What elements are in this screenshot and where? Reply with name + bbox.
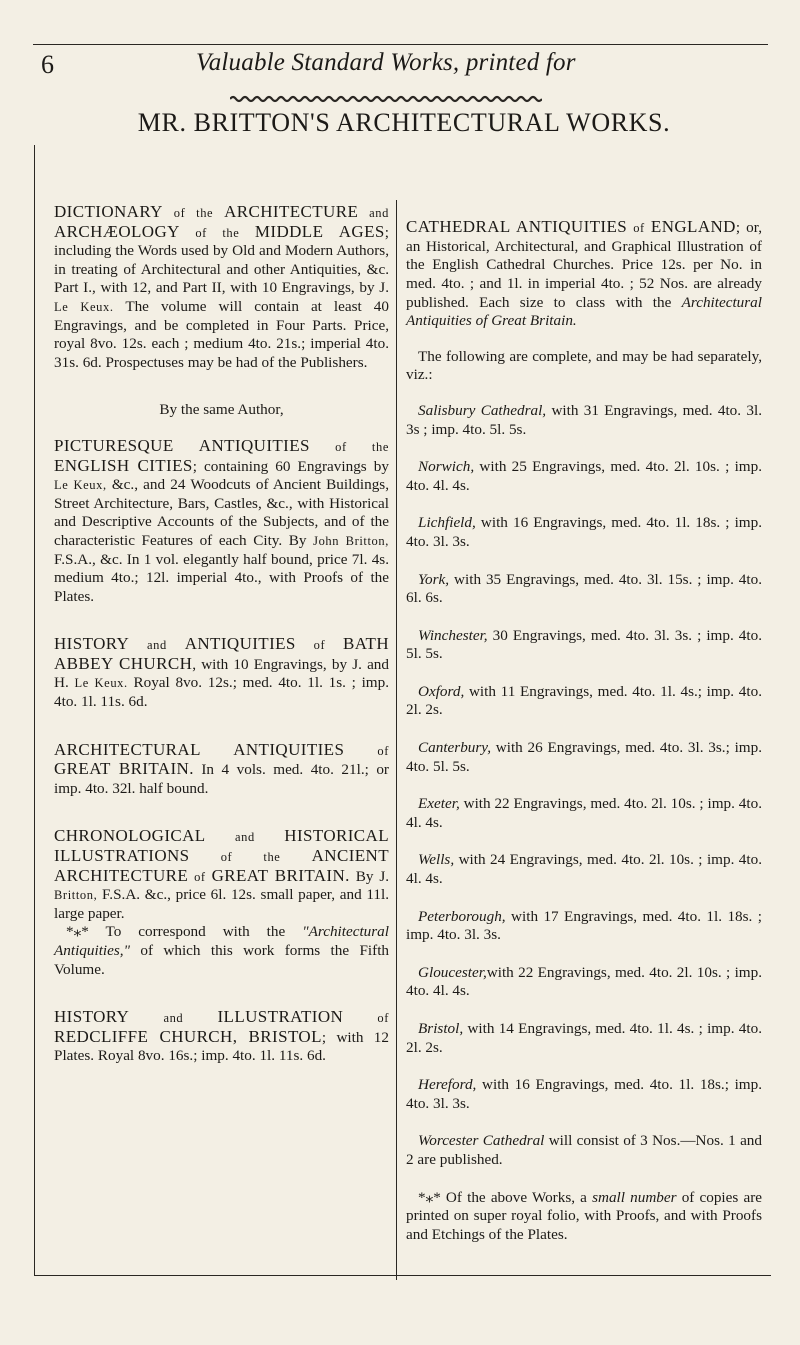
list-item <box>406 683 762 720</box>
entry-body: F.S.A. &c., price 6l. 12s. small paper, and 11l. large paper. <box>54 886 390 922</box>
closing-note <box>406 1189 762 1245</box>
cathedral-name: Lichfield, <box>418 514 476 532</box>
author-name: Le Keux, <box>54 478 107 493</box>
entry-body: ; containing 60 Engravings by <box>192 457 389 475</box>
cathedral-detail: with 31 Engravings, med. 4to. 3l. 3s ; imp. 4to. 5l. 5s. <box>406 401 762 438</box>
author-name: Le Keux. <box>74 676 128 691</box>
cathedral-name: Hereford, <box>418 1076 477 1094</box>
cathedral-name: Oxford, <box>418 682 465 700</box>
list-item <box>406 514 762 551</box>
entry-body: By J. <box>355 867 390 885</box>
entry-dictionary <box>54 203 389 372</box>
entry-heading: HISTORY <box>54 1007 130 1027</box>
list-item <box>406 1076 762 1113</box>
heading-connector: of <box>633 221 645 236</box>
list-item <box>406 964 762 1001</box>
list-item <box>406 739 762 776</box>
heading-connector: of the <box>173 206 214 220</box>
top-rule <box>33 44 768 45</box>
cathedral-detail: with 14 Engravings, med. 4to. 1l. 4s. ; imp. 4to. 2l. 2s. <box>406 1020 762 1056</box>
heading-connector: of the <box>195 225 240 240</box>
cathedral-detail: will consist of 3 Nos.—Nos. 1 and 2 are published. <box>406 1132 762 1168</box>
cathedral-detail: with 16 Engravings, med. 4to. 1l. 18s.; imp. 4to. 3l. 3s. <box>406 1076 762 1112</box>
cathedral-detail: with 35 Engravings, med. 4to. 3l. 15s. ; imp. 4to. 6l. 6s. <box>406 570 763 607</box>
cathedral-name: Bristol, <box>418 1020 464 1037</box>
note-text: *⁎* To correspond with the <box>66 923 286 941</box>
entry-heading: DICTIONARY <box>54 202 163 221</box>
cathedral-name: Norwich, <box>418 458 475 476</box>
cathedral-list <box>406 402 762 1170</box>
list-item <box>406 458 762 495</box>
list-item <box>406 908 762 945</box>
section-title: MR. BRITTON'S ARCHITECTURAL WORKS. <box>137 108 671 137</box>
cathedral-name: Canterbury, <box>418 739 491 757</box>
entry-chronological-illustrations <box>54 827 389 979</box>
entry-body: ; or, an Historical, Architectural, and Graphical Illustration of the English Cathedral Churches. Price 12s. per No. in med. 4to. ; and 1l. in imperial 4to. ; 52 Nos. are already published. Each size to class with the <box>406 219 762 311</box>
cathedral-name: York, <box>418 570 450 588</box>
list-item <box>406 1132 762 1169</box>
note-text: of which this work forms the Fifth Volume. <box>54 942 390 978</box>
entry-body: , with 10 Engravings, by J. and H. <box>54 655 389 692</box>
cathedral-detail: with 16 Engravings, med. 4to. 1l. 18s. ; imp. 4to. 3l. 3s. <box>406 514 762 550</box>
cathedral-detail: with 25 Engravings, med. 4to. 2l. 10s. ; imp. 4to. 4l. 4s. <box>406 458 763 494</box>
entry-redcliffe-church <box>54 1008 389 1066</box>
list-item <box>406 402 762 439</box>
entry-bath-abbey <box>54 635 389 711</box>
cathedral-name: Exeter, <box>418 795 460 813</box>
entry-body: &c., and 24 Woodcuts of Ancient Buildings, Street Architecture, Bars, Castles, &c., with Historical and Descriptive Accounts of the Subjects, and of the characteristic Features of each City. By <box>54 476 389 549</box>
heading-part: ENGLAND <box>650 217 736 237</box>
entry-cathedral-antiquities <box>406 218 762 331</box>
heading-part: ARCHÆOLOGY <box>54 221 180 241</box>
cathedral-name: Wells, <box>418 851 455 869</box>
note-emphasis: small number <box>592 1188 677 1206</box>
heading-connector: of <box>377 1011 390 1026</box>
cathedral-detail: with 11 Engravings, med. 4to. 1l. 4s.; imp. 4to. 2l. 2s. <box>406 682 762 719</box>
note-text: *⁎* Of the above Works, a <box>418 1188 587 1206</box>
cathedral-detail: with 24 Engravings, med. 4to. 2l. 10s. ; imp. 4to. 4l. 4s. <box>406 851 762 888</box>
heading-connector: of <box>313 638 326 653</box>
cathedral-name: Peterborough, <box>418 907 506 925</box>
note-text: of copies are printed on super royal folio, with Proofs, and with Proofs and Etchings of the Plates. <box>406 1188 762 1243</box>
cathedral-detail: with 22 Engravings, med. 4to. 2l. 10s. ; imp. 4to. 4l. 4s. <box>406 795 762 831</box>
entry-body: F.S.A., &c. In 1 vol. elegantly half bound, price 7l. 4s. medium 4to.; 12l. imperial 4to., with Proofs of the Plates. <box>54 550 389 605</box>
running-head: Valuable Standard Works, printed for <box>196 49 576 76</box>
page-header <box>36 46 776 86</box>
entry-body: The volume will contain at least 40 Engravings, and be completed in Four Parts. Price, royal 8vo. 12s. each ; medium 4to. 21s.; imperial 4to. 31s. 6d. Prospectuses may be had of the Publishers. <box>54 297 389 371</box>
right-column <box>406 203 762 1260</box>
series-title: Architectural Antiquities of Great Britain. <box>406 293 762 330</box>
heading-part: BATH ABBEY CHURCH <box>54 634 390 673</box>
entry-picturesque-antiquities <box>54 401 389 606</box>
heading-connector: and <box>235 830 255 845</box>
note-title: "Architectural Antiquities," <box>54 923 389 959</box>
list-item <box>406 795 762 832</box>
author-name: John Britton, <box>313 533 389 548</box>
cathedral-detail: 30 Engravings, med. 4to. 3l. 3s. ; imp. 4to. 5l. 5s. <box>406 626 762 663</box>
heading-part: ILLUSTRATION <box>217 1007 344 1027</box>
entry-heading: HISTORY <box>54 634 130 654</box>
entry-body: ; with 12 Plates. Royal 8vo. 16s.; imp. 4to. 1l. 11s. 6d. <box>54 1028 389 1065</box>
preface-line: By the same Author, <box>159 401 284 419</box>
wavy-ornament <box>230 94 542 104</box>
cathedral-detail: with 22 Engravings, med. 4to. 2l. 10s. ; imp. 4to. 4l. 4s. <box>406 963 762 1000</box>
entry-architectural-antiquities <box>54 741 389 799</box>
heading-connector: of the <box>335 439 389 454</box>
list-item <box>406 1020 762 1057</box>
heading-part: ARCHITECTURE <box>224 202 359 221</box>
cathedral-name: Winchester, <box>418 626 488 644</box>
cathedral-name: Gloucester, <box>418 963 487 981</box>
heading-part: GREAT BRITAIN. <box>211 865 350 885</box>
cathedral-name: Worcester Cathedral <box>418 1132 545 1150</box>
entry-heading: PICTURESQUE ANTIQUITIES <box>54 435 310 455</box>
entry-body: ; including the Words used by Old and Modern Authors, in treating of Architectural and other Antiquities, &c. Part I., with 12, and Part II, with 10 Engravings, by J. <box>54 223 389 297</box>
heading-part: ANTIQUITIES <box>184 634 296 654</box>
page-number: 6 <box>41 50 54 79</box>
list-item <box>406 851 762 888</box>
author-name: Britton, <box>54 888 98 903</box>
entry-heading: CATHEDRAL ANTIQUITIES <box>406 217 628 237</box>
heading-connector: and <box>147 638 167 653</box>
entry-body: In 4 vols. med. 4to. 21l.; or imp. 4to. 32l. half bound. <box>54 761 389 797</box>
heading-part: ENGLISH CITIES <box>54 455 193 475</box>
heading-connector: of <box>377 743 389 758</box>
column-divider <box>396 200 397 1280</box>
heading-connector: of the <box>220 850 281 865</box>
list-item <box>406 627 762 664</box>
heading-part: GREAT BRITAIN. <box>54 759 194 779</box>
entry-heading: ARCHITECTURAL ANTIQUITIES <box>54 739 345 759</box>
list-item <box>406 571 762 608</box>
heading-connector: and <box>369 206 389 220</box>
entry-heading: CHRONOLOGICAL <box>54 826 206 846</box>
cathedral-detail: with 17 Engravings, med. 4to. 1l. 18s. ; imp. 4to. 3l. 3s. <box>406 907 762 944</box>
heading-part: MIDDLE AGES <box>254 221 385 241</box>
heading-part: ANCIENT ARCHITECTURE <box>54 846 390 885</box>
cathedral-name: Salisbury Cathedral, <box>418 401 547 419</box>
heading-connector: of <box>194 869 206 884</box>
heading-part: REDCLIFFE CHURCH, BRISTOL <box>54 1026 322 1046</box>
left-column <box>54 203 389 1095</box>
cathedral-detail: with 26 Engravings, med. 4to. 3l. 3s.; imp. 4to. 5l. 5s. <box>406 739 762 775</box>
author-name: Le Keux. <box>54 299 114 314</box>
entry-body: Royal 8vo. 12s.; med. 4to. 1l. 1s. ; imp. 4to. 1l. 11s. 6d. <box>54 674 389 711</box>
heading-part: HISTORICAL ILLUSTRATIONS <box>54 826 390 866</box>
heading-connector: and <box>163 1011 184 1026</box>
list-intro: The following are complete, and may be had separately, viz.: <box>406 347 762 384</box>
